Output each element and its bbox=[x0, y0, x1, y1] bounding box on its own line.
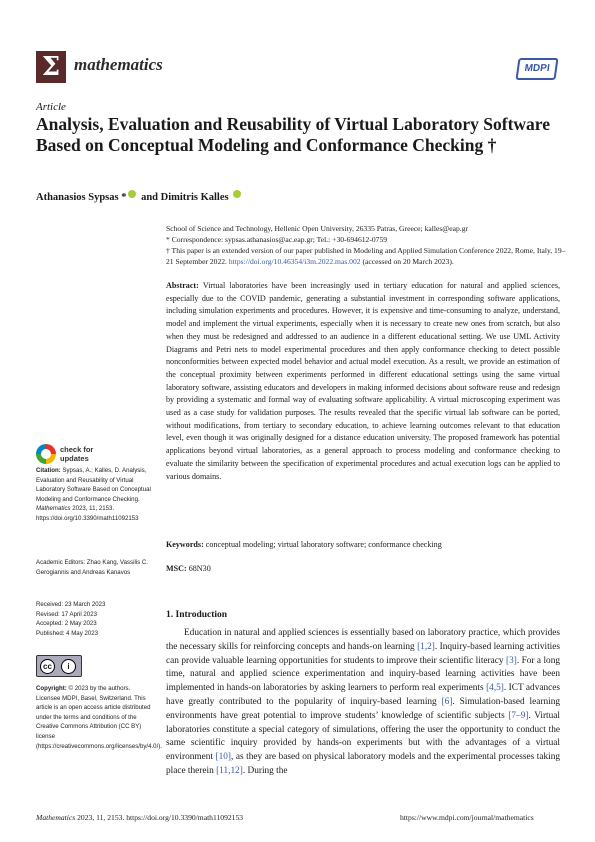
citation-link[interactable]: [1,2] bbox=[417, 641, 435, 652]
paper-title: Analysis, Evaluation and Reusability of Virtual Laboratory Software Based on Conceptual Modeling and Conformance Checking † bbox=[36, 114, 551, 155]
cc-license-badge[interactable] bbox=[36, 655, 82, 677]
msc bbox=[166, 564, 211, 573]
abstract-text: Virtual laboratories have been increasingly used in tertiary education for natural and applied sciences, especially due to the COVID pandemic, generating a substantial investment in corresponding software applications, including simulation experiments and procedures. However, it is expensive and time-consuming to analyze, understand, model and implement the virtual experiments, especially when it is necessary to create new ones from scratch, but also when they must be redesigned and addressed to an audience in a different educational setting. We use UML Activity Diagrams and Petri nets to model experimental procedures and then apply conformance checking to detect possible nonconformities between expected model behavior and actual model execution. As a result, we provide an estimation of the conceptual proximity between experiments performed in different educational settings using the same virtual laboratory software, assisting educators and developers in making informed decisions about software reuse and redesign by providing a systematic and formal way of evaluating software applicability. A virtual microscoping experiment was used as a case study for validation purposes. The results revealed that the specific virtual lab software can be ported, without modifications, from tertiary to secondary education, to achieve learning outcomes relevant to that education level, even though it was originally designed for a distance education university. The proposed framework has potential applications beyond virtual laboratories, as a general approach to process modeling and conformance checking to evaluate the similarity between the specification of experimental procedures and actual execution logs can be applied to various domains. bbox=[166, 281, 560, 481]
journal-name[interactable]: mathematics bbox=[74, 55, 163, 74]
revised-date: Revised: 17 April 2023 bbox=[36, 610, 97, 618]
footnote-line: † This paper is an extended version of our paper published in Modeling and Applied Simulation Conference 2022, Rome, Italy, 19–21 September 2022. https://doi.org/10.46354/i3m.2022.mas.002 (accessed on 20 March 2023). bbox=[166, 246, 566, 266]
doi-link[interactable]: https://doi.org/10.46354/i3m.2022.mas.002 bbox=[228, 257, 361, 266]
citation-link[interactable]: [6] bbox=[441, 696, 453, 707]
orcid-icon[interactable] bbox=[128, 190, 136, 198]
publisher-logo[interactable]: MDPI bbox=[515, 58, 558, 80]
check-updates-icon-center bbox=[41, 449, 51, 459]
article-type: Article bbox=[36, 101, 66, 113]
keywords-label: Keywords: bbox=[166, 540, 204, 549]
received-date: Received: 23 March 2023 bbox=[36, 601, 106, 608]
abstract bbox=[166, 280, 560, 483]
citation-link[interactable]: [10] bbox=[215, 752, 232, 763]
accepted-date: Accepted: 2 May 2023 bbox=[36, 620, 97, 628]
keywords bbox=[166, 540, 560, 549]
intro-paragraph: Education in natural and applied sciences is essentially based on laboratory practice, which provides the necessary skills for reinforcing concepts and hands-on learning [1,2]. Inquiry-based learning activities can provide valuable learning opportunities for students to improve their scientific literacy [3]. For a long time, natural and applied science experimentation and inquiry-based learning activities have been implemented in hands-on laboratories by asking learners to perform real experiments [4,5]. ICT advances have greatly contributed to the popularity of inquiry-based learning [6]. Simulation-based learning environments have great potential to improve students’ knowledge of scientific subjects [7–9]. Virtual laboratories constitute a special category of simulations, offering the user the opportunity to conduct the same scientific inquiry provided by hands-on experiments but with the advantages of a virtual environment [10], as they are based on physical laboratory models and the experimental processes taking place therein [11,12]. During the bbox=[166, 628, 560, 776]
citation-link[interactable]: [4,5] bbox=[486, 683, 504, 694]
msc-text: 68N30 bbox=[186, 564, 211, 573]
author-name[interactable]: Athanasios Sypsas * bbox=[36, 192, 127, 203]
dates bbox=[36, 600, 154, 638]
copyright-block: Copyright: © 2023 by the authors. Licensee MDPI, Basel, Switzerland. This article is an open access article distributed under the terms and conditions of the Creative Commons Attribution (CC BY) license (https://creativecommons.org/licenses/by/4.0/). bbox=[36, 685, 162, 750]
author-list bbox=[36, 190, 243, 203]
author-separator: and bbox=[138, 192, 161, 203]
published-date: Published: 4 May 2023 bbox=[36, 629, 98, 637]
journal-logo: Σ bbox=[36, 51, 66, 83]
copyright-label: Copyright: bbox=[36, 685, 67, 692]
affiliations bbox=[166, 223, 566, 267]
citation-label: Citation: bbox=[36, 467, 61, 474]
section-heading: 1. Introduction bbox=[166, 610, 228, 620]
orcid-icon[interactable] bbox=[233, 190, 241, 198]
academic-editors: Academic Editors: Zhao Kang, Vassilis C. Gerogiannis and Andreas Kanavos bbox=[36, 559, 148, 576]
affiliation-line: School of Science and Technology, Hellenic Open University, 26335 Patras, Greece; kalles@eap.gr bbox=[166, 224, 469, 233]
check-updates-label[interactable]: check for updates bbox=[60, 445, 94, 463]
keywords-text: conceptual modeling; virtual laboratory software; conformance checking bbox=[203, 540, 442, 549]
footer-citation: Mathematics 2023, 11, 2153. https://doi.org/10.3390/math11092153 bbox=[36, 813, 244, 822]
author-name[interactable]: Dimitris Kalles bbox=[160, 192, 229, 203]
correspondence-line: * Correspondence: sypsas.athanasios@ac.eap.gr; Tel.: +30-694612-0759 bbox=[166, 235, 388, 244]
footer-journal-url[interactable]: https://www.mdpi.com/journal/mathematics bbox=[400, 813, 534, 822]
cc-icon: cc bbox=[40, 659, 55, 674]
citation-link[interactable]: [3] bbox=[505, 655, 517, 666]
msc-label: MSC: bbox=[166, 564, 187, 573]
citation-block: Citation: Sypsas, A.; Kalles, D. Analysis, Evaluation and Reusability of Virtual Laboratory Software Based on Conceptual Modeling and Conformance Checking. Mathematics 2023, 11, 2153. https://doi.org/10.3390/math11092153 bbox=[36, 467, 151, 522]
by-icon: i bbox=[61, 659, 76, 674]
citation-link[interactable]: [11,12] bbox=[216, 765, 243, 776]
abstract-label: Abstract: bbox=[166, 281, 199, 290]
citation-link[interactable]: [7–9] bbox=[508, 710, 529, 721]
